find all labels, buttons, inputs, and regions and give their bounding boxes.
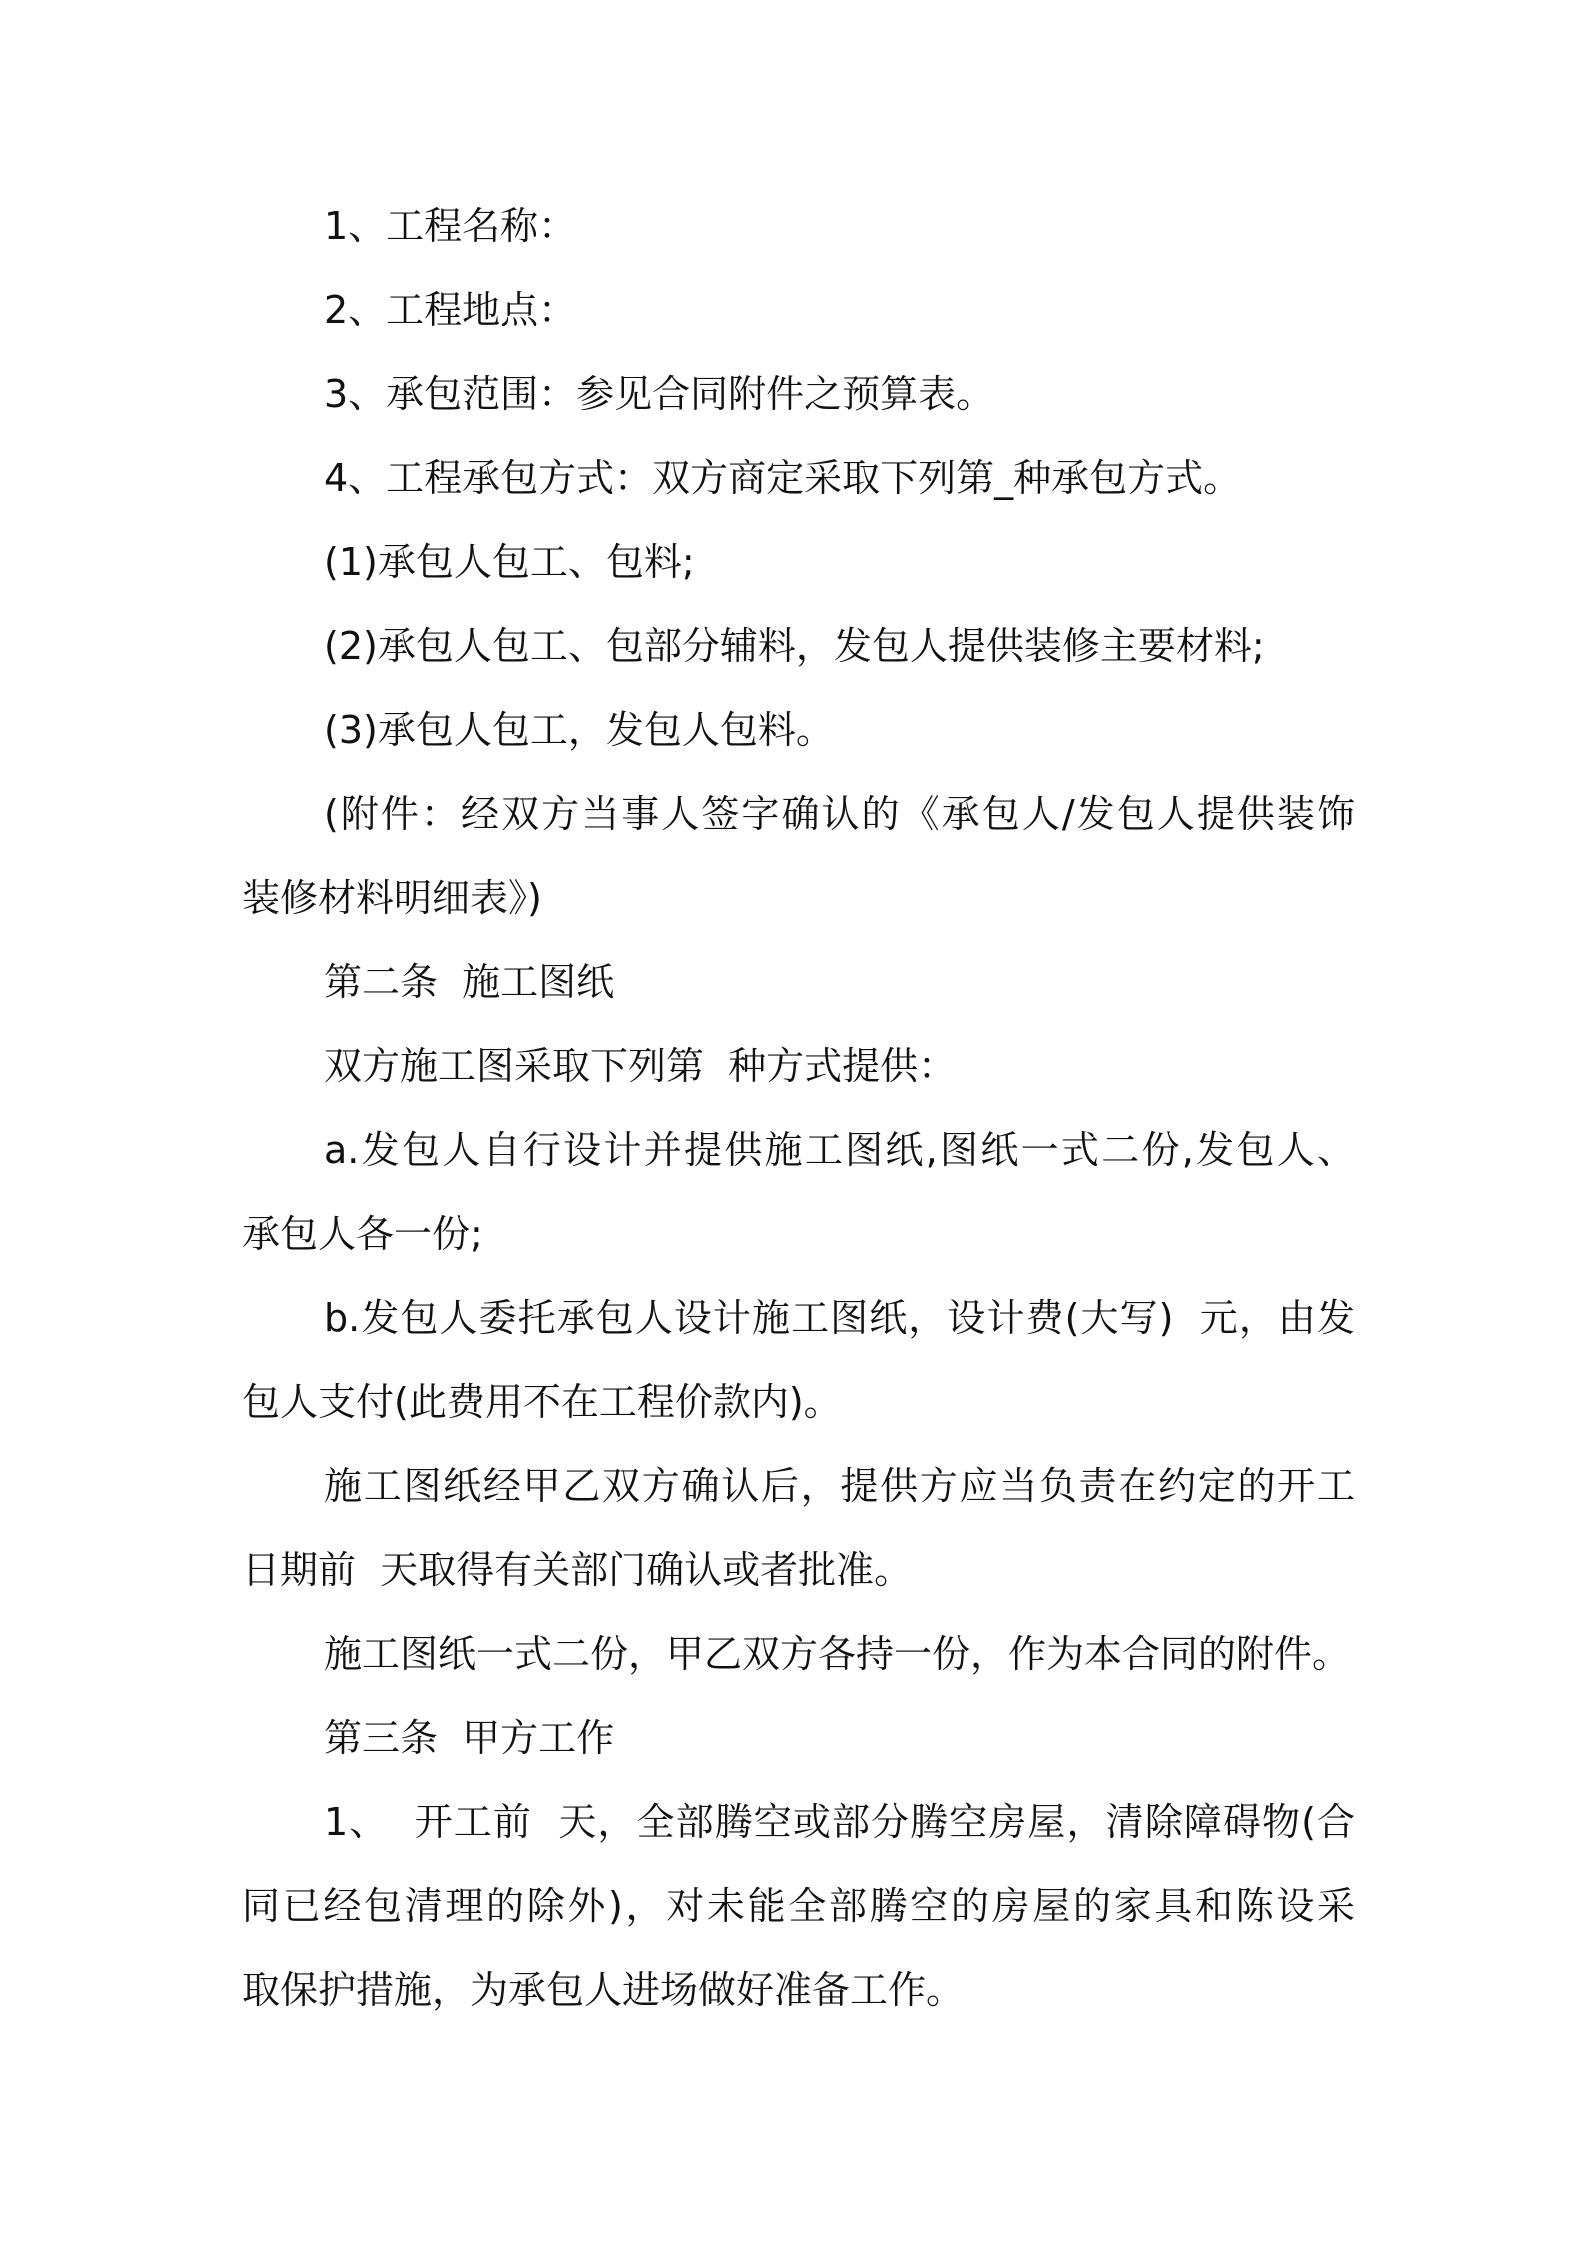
- text-line: 施工图纸经甲乙双方确认后，提供方应当负责在约定的开工: [324, 1464, 1355, 1508]
- method-option-2: [242, 604, 1355, 688]
- text-line: 日期前 天取得有关部门确认或者批准。: [242, 1548, 913, 1592]
- text-line: 1、工程名称：: [324, 204, 577, 248]
- text-line: 施工图纸一式二份，甲乙双方各持一份，作为本合同的附件。: [324, 1632, 1351, 1676]
- drawing-approval: [242, 1444, 1355, 1612]
- drawing-copies: [242, 1612, 1355, 1696]
- document-body: [242, 184, 1355, 2032]
- item-contract-scope: [242, 352, 1355, 436]
- item-contract-method: [242, 436, 1355, 520]
- method-option-1: [242, 520, 1355, 604]
- text-line: 同已经包清理的除外)，对未能全部腾空的房屋的家具和陈设采: [242, 1884, 1355, 1928]
- article-3-heading: [242, 1696, 1355, 1780]
- drawing-option-a: [242, 1108, 1355, 1276]
- item-project-name: [242, 184, 1355, 268]
- article-2-heading: [242, 940, 1355, 1024]
- text-line: (3)承包人包工，发包人包料。: [324, 708, 834, 752]
- text-line: 4、工程承包方式：双方商定采取下列第_种承包方式。: [324, 456, 1242, 500]
- party-a-duty-1: [242, 1780, 1355, 2032]
- text-line: 1、 开工前 天，全部腾空或部分腾空房屋，清除障碍物(合: [324, 1800, 1355, 1844]
- attachment-note: [242, 772, 1355, 940]
- text-line: b.发包人委托承包人设计施工图纸，设计费(大写) 元，由发: [324, 1296, 1355, 1340]
- section-heading: 第三条 甲方工作: [324, 1716, 615, 1760]
- drawing-option-b: [242, 1276, 1355, 1444]
- drawing-method: [242, 1024, 1355, 1108]
- text-line: 包人支付(此费用不在工程价款内)。: [242, 1380, 842, 1424]
- text-line: 双方施工图采取下列第 种方式提供：: [324, 1044, 957, 1088]
- method-option-3: [242, 688, 1355, 772]
- item-project-location: [242, 268, 1355, 352]
- text-line: 装修材料明细表》): [242, 876, 542, 920]
- text-line: (2)承包人包工、包部分辅料，发包人提供装修主要材料;: [324, 624, 1265, 668]
- text-line: 2、工程地点：: [324, 288, 577, 332]
- text-line: (1)承包人包工、包料;: [324, 540, 695, 584]
- text-line: a.发包人自行设计并提供施工图纸,图纸一式二份,发包人、: [324, 1128, 1355, 1172]
- section-heading: 第二条 施工图纸: [324, 960, 615, 1004]
- text-line: 承包人各一份;: [242, 1212, 483, 1256]
- text-line: 取保护措施，为承包人进场做好准备工作。: [242, 1968, 965, 2012]
- text-line: (附件：经双方当事人签字确认的《承包人/发包人提供装饰: [324, 792, 1355, 836]
- text-line: 3、承包范围：参见合同附件之预算表。: [324, 372, 995, 416]
